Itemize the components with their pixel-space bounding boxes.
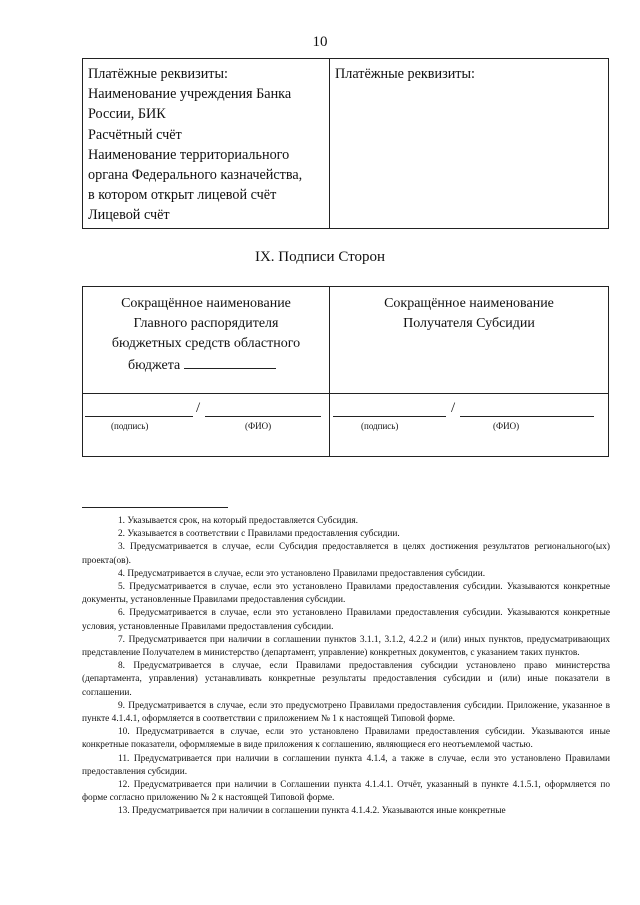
heading-line: Сокращённое наименование xyxy=(384,296,554,311)
signature-caption: (подпись) xyxy=(111,421,149,431)
footnotes xyxy=(82,515,610,819)
recipient-name-heading xyxy=(330,294,608,334)
heading-line: Главного распорядителя xyxy=(133,316,279,331)
heading-word: бюджета xyxy=(128,358,181,373)
footnote: 9. Предусматривается в случае, если это предусмотрено Правилами предоставления субсидии. Приложение, указанное в пункте 4.1.4.1, оформляется в соответствии с приложением № 1 к настоящей Типовой форме. xyxy=(82,700,610,725)
heading-line: Сокращённое наименование xyxy=(121,296,291,311)
signature-line xyxy=(85,416,193,417)
requisites-table xyxy=(82,58,609,229)
requisites-right-cell xyxy=(330,59,608,228)
fio-line xyxy=(460,416,594,417)
requisites-line: Наименование территориального xyxy=(88,146,290,163)
requisites-line: Лицевой счёт xyxy=(88,207,170,224)
signatures-table xyxy=(82,286,609,457)
requisites-left-cell xyxy=(83,59,330,228)
footnote: 10. Предусматривается в случае, если это установлено Правилами предоставления субсидии. Указываются иные конкретные показатели, оформляемые в виде приложения к соглашению, являющиеся его неотъемлемой частью. xyxy=(82,727,610,751)
footnote: 5. Предусматривается в случае, если это установлено Правилами предоставления субсидии. Указываются конкретные документы, установленные Правилами предоставления субсидии. xyxy=(82,582,610,606)
requisites-line: Расчётный счёт xyxy=(88,126,182,143)
footnote-separator xyxy=(82,507,228,508)
heading-line: бюджетных средств областного xyxy=(111,336,301,351)
requisites-right-title: Платёжные реквизиты: xyxy=(335,66,475,82)
fio-caption: (ФИО) xyxy=(493,421,520,431)
footnote: 11. Предусматривается при наличии в соглашении пункта 4.1.4, а также в случае, если это установлено Правилами предоставления субсидии. xyxy=(82,753,610,777)
footnote: 1. Указывается срок, на который предоставляется Субсидия. xyxy=(118,516,358,526)
requisites-line: в котором открыт лицевой счёт xyxy=(88,187,277,204)
table-divider-horizontal xyxy=(83,393,608,394)
footnote: 4. Предусматривается в случае, если это установлено Правилами предоставления субсидии. xyxy=(118,568,486,579)
requisites-line: России, БИК xyxy=(88,106,166,123)
requisites-line: Наименование учреждения Банка xyxy=(88,86,292,103)
signature-line xyxy=(333,416,446,417)
footnote: 6. Предусматривается в случае, если это установлено Правилами предоставления субсидии. Указываются конкретные условия, установленные Правилами предоставления субсидии. xyxy=(82,608,610,632)
name-blank-line xyxy=(184,354,276,369)
page-number: 10 xyxy=(312,34,328,50)
footnote: 7. Предусматривается при наличии в соглашении пунктов 3.1.1, 3.1.2, 4.2.2 и (или) иных пунктов, предусматривающих представление Получателем в министерство (департамент, управление) конкретных документов, с указанием таких пунктов. xyxy=(82,634,610,659)
grantor-name-heading xyxy=(83,294,329,376)
heading-line xyxy=(83,354,329,376)
separator-slash: / xyxy=(451,400,456,416)
footnote: 3. Предусматривается в случае, если Субсидия предоставляется в целях достижения результатов регионального(ых) проекта(ов). xyxy=(82,542,610,566)
separator-slash: / xyxy=(196,400,201,416)
section-title: IX. Подписи Сторон xyxy=(254,249,386,265)
requisites-line: органа Федерального казначейства, xyxy=(88,167,303,184)
requisites-line: Платёжные реквизиты: xyxy=(88,66,228,82)
fio-caption: (ФИО) xyxy=(245,421,272,431)
footnote: 12. Предусматривается при наличии в Соглашении пункта 4.1.4.1. Отчёт, указанный в пункте 4.1.5.1, оформляется по форме согласно приложению № 2 к настоящей Типовой форме. xyxy=(82,780,610,804)
footnote: 2. Указывается в соответствии с Правилами предоставления субсидии. xyxy=(118,529,400,540)
footnote: 8. Предусматривается в случае, если Правилами предоставления субсидии установлено право министерства (департамента, управления) устанавливать конкретные результаты предоставления субсидии и (или) иные показатели в соглашении. xyxy=(82,661,610,698)
footnote: 13. Предусматривается при наличии в соглашении пункта 4.1.4.2. Указываются иные конкретные xyxy=(118,806,506,817)
signature-caption: (подпись) xyxy=(361,421,399,431)
heading-line: Получателя Субсидии xyxy=(403,316,535,331)
fio-line xyxy=(205,416,321,417)
